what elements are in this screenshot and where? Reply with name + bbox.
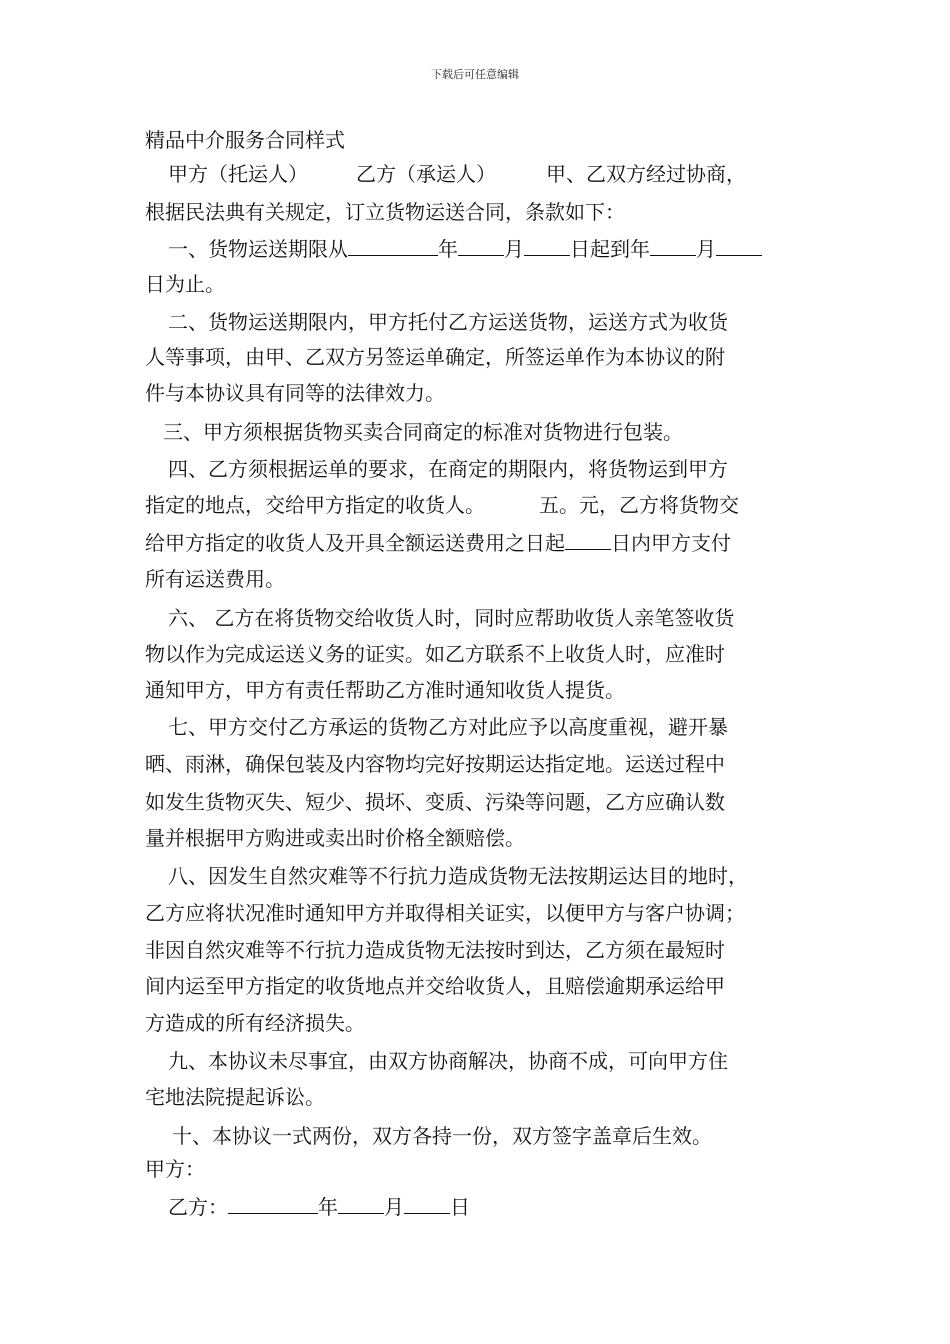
text-line: 间内运至甲方指定的收货地点并交给收货人，且赔偿逾期承运给甲: [145, 974, 725, 998]
text-line: 宅地法院提起诉讼。: [145, 1085, 325, 1109]
text-line: 物以作为完成运送义务的证实。如乙方联系不上收货人时，应准时: [145, 642, 725, 666]
text-fragment: 日: [450, 1195, 470, 1219]
text-line: 九、本协议未尽事宜，由双方协商解决，协商不成，可向甲方住: [168, 1049, 728, 1073]
text-fragment: 甲、乙双方经过协商，: [546, 162, 746, 186]
text-fragment: 一、货物运送期限从: [168, 237, 348, 261]
text-fragment: 月: [696, 237, 716, 261]
blank-field: [565, 530, 611, 550]
text-line: 日为止。: [145, 272, 225, 296]
text-line: 乙方应将状况准时通知甲方并取得相关证实，以便甲方与客户协调；: [145, 901, 745, 925]
document-title: 精品中介服务合同样式: [145, 128, 345, 152]
party-a-label: 甲方（托运人）: [168, 162, 308, 186]
blank-field: [458, 236, 504, 256]
text-fragment: 日起到年: [570, 237, 650, 261]
text-fragment: 年: [318, 1195, 338, 1219]
blank-field: [338, 1194, 384, 1214]
text-fragment: 月: [504, 237, 524, 261]
text-line: [145, 493, 815, 517]
text-line: 十、本协议一式两份，双方各持一份，双方签字盖章后生效。: [172, 1124, 712, 1148]
text-fragment: 日内甲方支付: [611, 531, 731, 555]
text-line: 晒、雨淋，确保包装及内容物均完好按期运达指定地。运送过程中: [145, 752, 725, 776]
text-line: [168, 236, 838, 261]
text-line: [168, 1194, 838, 1219]
blank-field: [228, 1194, 318, 1214]
text-line: 二、货物运送期限内，甲方托付乙方运送货物，运送方式为收货: [168, 310, 728, 334]
blank-field: [524, 236, 570, 256]
page-header-note: 下载后可任意编辑: [431, 68, 519, 81]
text-line: 八、因发生自然灾难等不行抗力造成货物无法按期运达目的地时，: [168, 864, 748, 888]
text-line: [168, 162, 838, 186]
text-fragment: 给甲方指定的收货人及开具全额运送费用之日起: [145, 531, 565, 555]
text-fragment: 五。元，乙方将货物交: [539, 493, 739, 517]
text-line: 通知甲方，甲方有责任帮助乙方准时通知收货人提货。: [145, 678, 625, 702]
text-line: 件与本协议具有同等的法律效力。: [145, 381, 445, 405]
text-line: 方造成的所有经济损失。: [145, 1011, 365, 1035]
blank-field: [404, 1194, 450, 1214]
party-a-signature-label: 甲方：: [145, 1157, 205, 1181]
party-b-label: 乙方（承运人）: [356, 162, 496, 186]
blank-field: [348, 236, 438, 256]
text-line: 四、乙方须根据运单的要求，在商定的期限内，将货物运到甲方: [168, 457, 728, 481]
text-line: 三、甲方须根据货物买卖合同商定的标准对货物进行包装。: [163, 420, 683, 444]
text-line: 根据民法典有关规定，订立货物运送合同，条款如下：: [145, 200, 625, 224]
text-line: 人等事项，由甲、乙双方另签运单确定，所签运单作为本协议的附: [145, 345, 725, 369]
text-fragment: 年: [438, 237, 458, 261]
text-line: 量并根据甲方购进或卖出时价格全额赔偿。: [145, 826, 525, 850]
party-b-signature-label: 乙方：: [168, 1195, 228, 1219]
text-fragment: 指定的地点，交给甲方指定的收货人。: [145, 493, 485, 517]
text-line: [145, 530, 815, 555]
text-line: 非因自然灾难等不行抗力造成货物无法按时到达，乙方须在最短时: [145, 938, 725, 962]
text-line: 七、甲方交付乙方承运的货物乙方对此应予以高度重视，避开暴: [168, 715, 728, 739]
text-fragment: 月: [384, 1195, 404, 1219]
text-line: 如发生货物灭失、短少、损坏、变质、污染等问题，乙方应确认数: [145, 790, 725, 814]
blank-field: [716, 236, 762, 256]
text-line: 六、 乙方在将货物交给收货人时，同时应帮助收货人亲笔签收货: [168, 606, 735, 630]
blank-field: [650, 236, 696, 256]
text-line: 所有运送费用。: [145, 567, 285, 591]
